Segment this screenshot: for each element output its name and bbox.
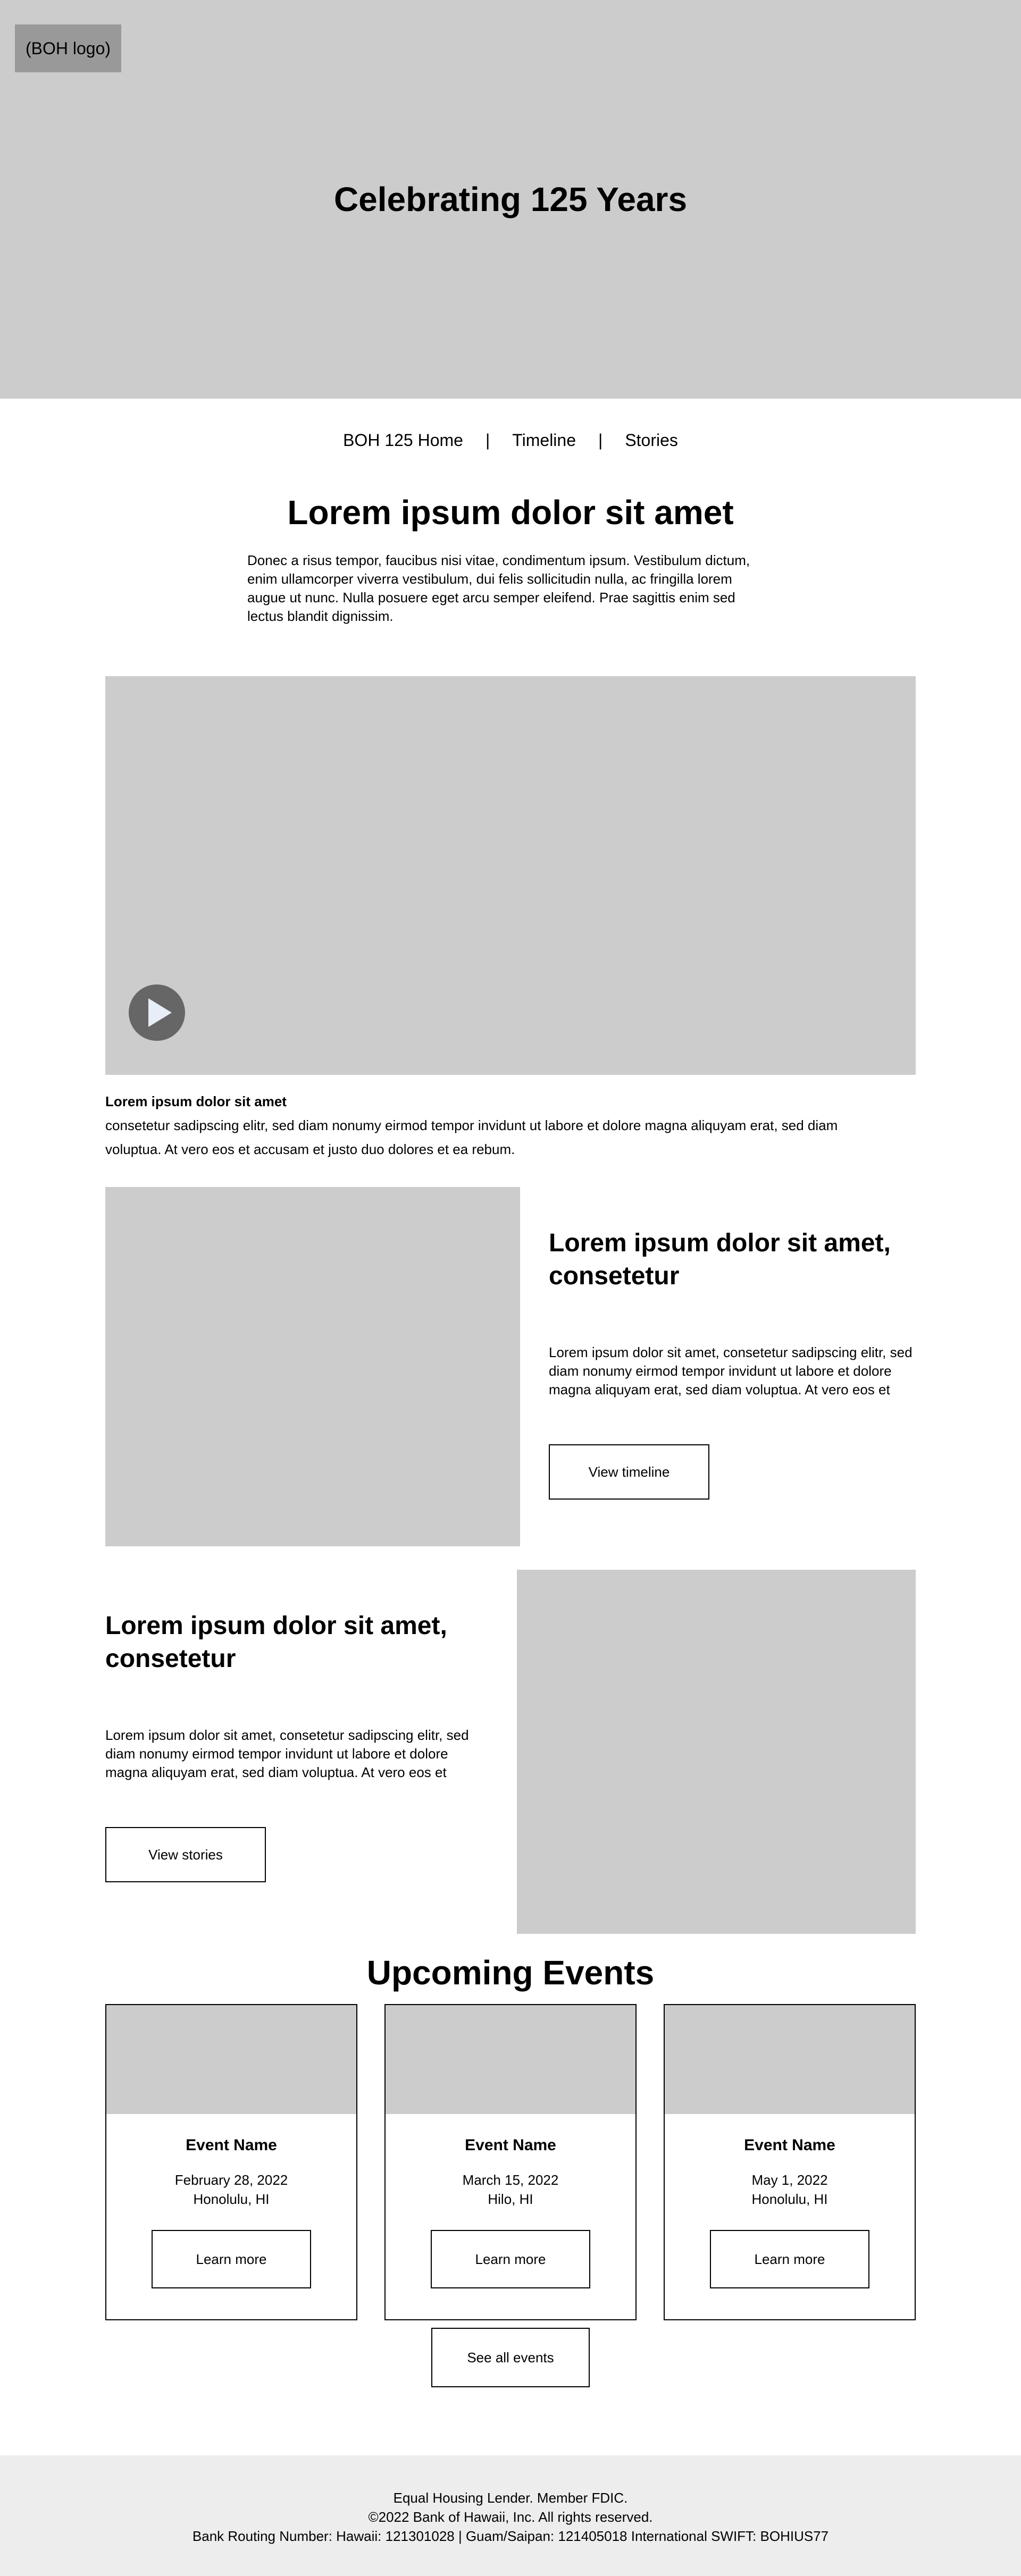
see-all-events-button[interactable]: See all events xyxy=(431,2328,590,2387)
play-button[interactable] xyxy=(129,984,185,1041)
nav-link-stories[interactable]: Stories xyxy=(625,431,678,450)
video-placeholder[interactable] xyxy=(105,676,916,1075)
nav-separator: | xyxy=(598,431,603,450)
event-date: May 1, 2022 xyxy=(751,2172,828,2188)
stories-section xyxy=(105,1570,916,1934)
video-section xyxy=(105,676,916,1161)
event-name: Event Name xyxy=(186,2136,277,2154)
timeline-heading: Lorem ipsum dolor sit amet, consetetur xyxy=(549,1229,891,1290)
event-cards-row xyxy=(105,2004,916,2320)
event-date-location xyxy=(106,2170,356,2209)
boh-logo-label: (BOH logo) xyxy=(25,38,111,58)
timeline-section xyxy=(105,1187,916,1546)
event-card[interactable] xyxy=(105,2004,357,2320)
intro-paragraph: Donec a risus tempor, faucibus nisi vitae, condimentum ipsum. Vestibulum dictum, enim ullamcorper viverra vestibulum, dui felis sollicitudin nulla, ac fringilla lorem augue ut nunc. Nulla posuere eget arcu semper eleifend. Prae sagittis enim sed lectus blandit dignissim. xyxy=(247,552,750,624)
learn-more-button[interactable]: Learn more xyxy=(152,2230,311,2288)
footer-lender-line: Equal Housing Lender. Member FDIC. xyxy=(393,2490,628,2506)
event-date: March 15, 2022 xyxy=(462,2172,559,2188)
learn-more-button[interactable]: Learn more xyxy=(710,2230,869,2288)
footer-copyright-line: ©2022 Bank of Hawaii, Inc. All rights reserved. xyxy=(368,2509,653,2525)
stories-text-column xyxy=(105,1570,472,1934)
nav-link-home[interactable]: BOH 125 Home xyxy=(343,431,463,450)
footer-routing-line: Bank Routing Number: Hawaii: 121301028 | Guam/Saipan: 121405018 International SWIFT: BOHIUS77 xyxy=(192,2528,829,2544)
event-date-location xyxy=(665,2170,915,2209)
events-heading: Upcoming Events xyxy=(366,1954,655,1992)
timeline-paragraph: Lorem ipsum dolor sit amet, consetetur sadipscing elitr, sed diam nonumy eirmod tempor invidunt ut labore et dolore magna aliquyam erat, sed diam voluptua. At vero eos et xyxy=(549,1344,913,1398)
play-icon xyxy=(148,998,172,1027)
event-location: Honolulu, HI xyxy=(193,2191,270,2207)
intro-heading: Lorem ipsum dolor sit amet xyxy=(287,493,734,532)
event-name: Event Name xyxy=(465,2136,556,2154)
hero-title: Celebrating 125 Years xyxy=(333,180,688,218)
learn-more-button[interactable]: Learn more xyxy=(431,2230,590,2288)
event-image-placeholder xyxy=(106,2005,356,2114)
main-nav xyxy=(0,431,1021,450)
hero-banner xyxy=(0,0,1021,399)
view-stories-button[interactable]: View stories xyxy=(105,1827,266,1882)
event-card[interactable] xyxy=(664,2004,916,2320)
page-footer xyxy=(0,2455,1021,2576)
timeline-image-placeholder xyxy=(105,1187,520,1546)
event-location: Hilo, HI xyxy=(488,2191,533,2207)
event-image-placeholder xyxy=(386,2005,635,2114)
view-timeline-button[interactable]: View timeline xyxy=(549,1444,709,1500)
video-caption-title: Lorem ipsum dolor sit amet xyxy=(105,1093,287,1109)
event-image-placeholder xyxy=(665,2005,915,2114)
video-caption xyxy=(105,1090,839,1161)
timeline-text-column xyxy=(549,1187,916,1546)
intro-section xyxy=(0,493,1021,626)
stories-paragraph: Lorem ipsum dolor sit amet, consetetur sadipscing elitr, sed diam nonumy eirmod tempor invidunt ut labore et dolore magna aliquyam erat, sed diam voluptua. At vero eos et xyxy=(105,1727,469,1780)
nav-separator: | xyxy=(485,431,490,450)
video-caption-text: consetetur sadipscing elitr, sed diam nonumy eirmod tempor invidunt ut labore et dolore magna aliquyam erat, sed diam voluptua. At vero eos et accusam et justo duo dolores et ea rebum. xyxy=(105,1117,838,1157)
event-date-location xyxy=(386,2170,635,2209)
nav-link-timeline[interactable]: Timeline xyxy=(512,431,576,450)
stories-heading: Lorem ipsum dolor sit amet, consetetur xyxy=(105,1612,447,1673)
event-location: Honolulu, HI xyxy=(751,2191,828,2207)
event-card[interactable] xyxy=(384,2004,637,2320)
event-date: February 28, 2022 xyxy=(174,2172,288,2188)
events-section xyxy=(0,1953,1021,2387)
boh-logo[interactable] xyxy=(15,24,121,72)
event-name: Event Name xyxy=(744,2136,835,2154)
stories-image-placeholder xyxy=(517,1570,916,1934)
